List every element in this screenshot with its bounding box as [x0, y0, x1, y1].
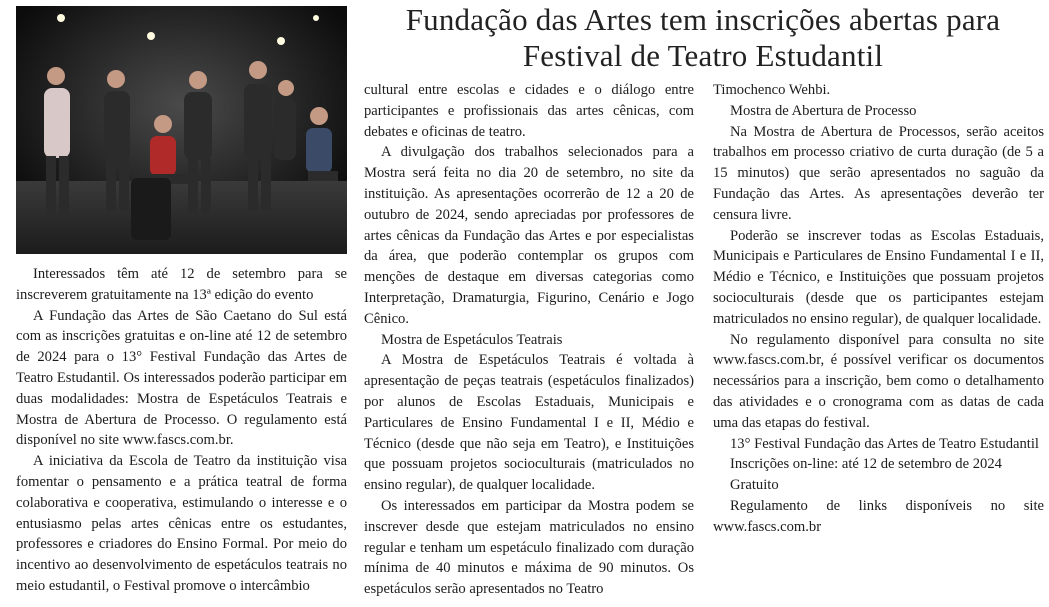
paragraph: Na Mostra de Abertura de Processos, serão aceitos trabalhos em processo criativo de curta duração (de 5 a 15 minutos) que serão apresentados no saguão da Fundação das Artes. As apresentações deverão ter censura livre. — [713, 123, 1044, 223]
paragraph: cultural entre escolas e cidades e o diálogo entre participantes e profissionais das artes cênicas, com debates e oficinas de teatro. — [364, 82, 694, 140]
column-2 — [364, 80, 694, 600]
column-3 — [713, 80, 1044, 538]
info-dates: Inscrições on-line: até 12 de setembro de 2024 — [730, 456, 1002, 473]
theater-photo — [16, 6, 347, 254]
info-title: 13° Festival Fundação das Artes de Teatro Estudantil — [730, 435, 1039, 452]
info-price: Gratuito — [730, 477, 779, 494]
paragraph: A divulgação dos trabalhos selecionados para a Mostra será feita no dia 20 de setembro, no site da instituição. As apresentações ocorrerão de 12 a 20 de outubro de 2024, sendo apreciadas por professores de artes cênicas da Fundação das Artes e por especialistas da área, que poderão contemplar os grupos com menções de destaque em diversas categorias como Interpretação, Dramaturgia, Figurino, Cenário e Jogo Cênico. — [364, 144, 694, 327]
paragraph: A iniciativa da Escola de Teatro da instituição visa fomentar o pensamento e a prática teatral de forma colaborativa e cooperativa, estimulando o interesse e o entusiasmo pelas artes cênicas entre os estudantes, professores e criadores do Ensino Formal. Por meio do incentivo ao desenvolvimento de espetáculos teatrais no meio estudantil, o Festival promove o intercâmbio — [16, 453, 347, 594]
paragraph: No regulamento disponível para consulta no site www.fascs.com.br, é possível verificar os documentos necessários para a inscrição, bem como o detalhamento das atividades e o cronograma com as datas de cada uma das etapas do festival. — [713, 331, 1044, 431]
paragraph: Timochenco Wehbi. — [713, 82, 831, 98]
info-link: Regulamento de links disponíveis no site www.fascs.com.br — [713, 497, 1044, 535]
theater-photo-icon — [16, 6, 347, 254]
paragraph: A Mostra de Espetáculos Teatrais é voltada à apresentação de peças teatrais (espetáculos finalizados) por alunos de Escolas Estaduais, Municipais e Particulares de Ensino Fundamental I e II, Médio e Técnico (desde que não seja em Teatro), e Instituições que possuam projetos socioculturais (matriculados no ensino regular), de qualquer localidade. — [364, 352, 694, 494]
section-heading: Mostra de Espetáculos Teatrais — [381, 331, 563, 348]
subheadline: Interessados têm até 12 de setembro para se inscreverem gratuitamente na 13ª edição do evento — [16, 266, 347, 303]
paragraph: Poderão se inscrever todas as Escolas Estaduais, Municipais e Particulares de Ensino Fundamental I e II, Médio e Técnico, e Instituições que possuam projetos socioculturais (desde que os participantes estejam matriculados no ensino regular), de qualquer localidade. — [713, 227, 1044, 327]
paragraph: A Fundação das Artes de São Caetano do Sul está com as inscrições gratuitas e on-line até 12 de setembro de 2024 para o 13° Festival Fundação das Artes de Teatro Estudantil. Os interessados poderão participar em duas modalidades: Mostra de Espetáculos Teatrais e Mostra de Abertura de Processo. O regulamento está disponível no site www.fascs.com.br. — [16, 307, 347, 449]
paragraph: Os interessados em participar da Mostra podem se inscrever desde que estejam matriculados no ensino regular e tenham um espetáculo finalizado com duração mínima de 40 minutos e máxima de 90 minutos. Os espetáculos serão apresentados no Teatro — [364, 497, 694, 598]
column-1 — [16, 264, 347, 597]
section-heading: Mostra de Abertura de Processo — [730, 102, 917, 119]
headline: Fundação das Artes tem inscrições abertas para Festival de Teatro Estudantil — [405, 2, 1001, 73]
